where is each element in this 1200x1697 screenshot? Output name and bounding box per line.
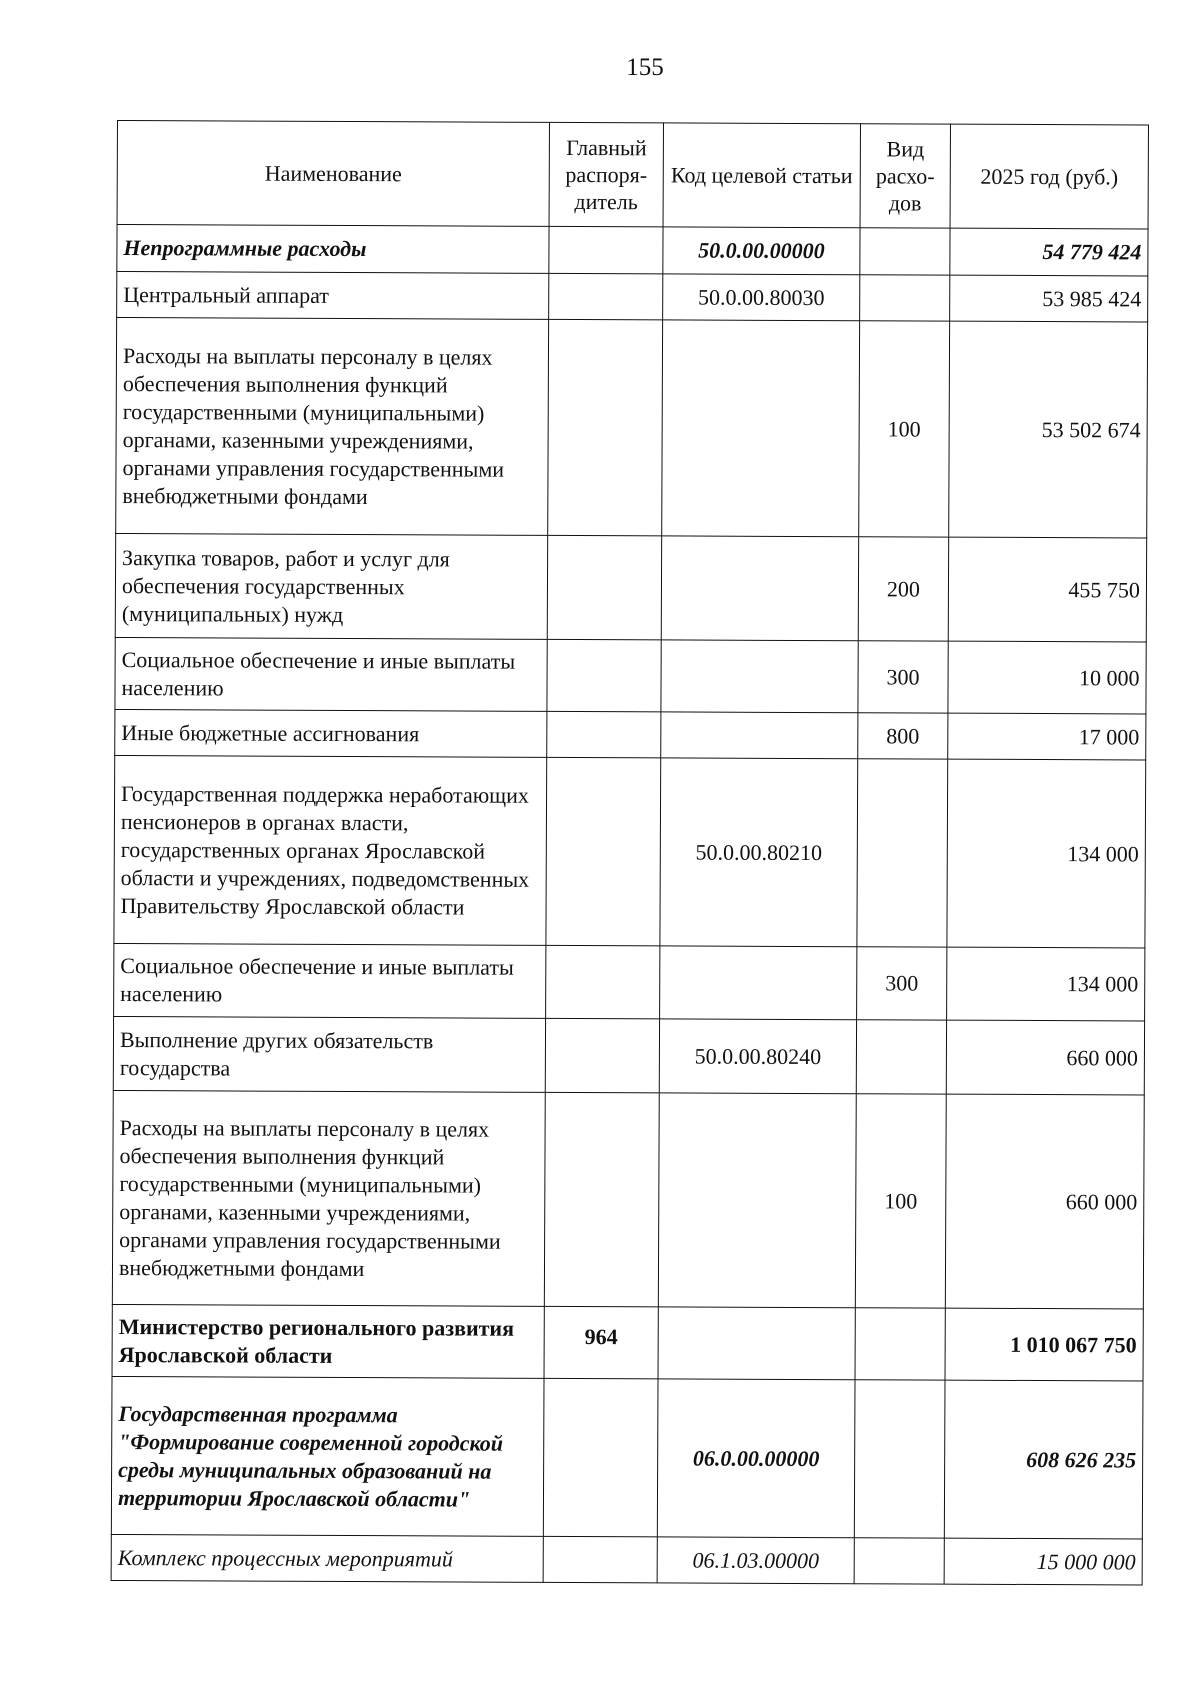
row-chief-manager — [549, 273, 663, 319]
row-chief-manager — [545, 1018, 659, 1092]
table-row — [114, 755, 1146, 947]
row-name: Государственная программа "Формирование современной городской среды муниципальных образований на территории Ярославской области" — [111, 1376, 544, 1536]
row-amount: 1 010 067 750 — [945, 1308, 1143, 1381]
row-expense-type: 100 — [855, 1094, 946, 1308]
header-chief-manager: Главный распоря-дитель — [549, 122, 663, 226]
row-name: Социальное обеспечение и иные выплаты населению — [115, 637, 547, 711]
table-row — [115, 533, 1146, 641]
row-name: Иные бюджетные ассигнования — [115, 709, 547, 757]
row-expense-type: 300 — [857, 947, 947, 1020]
table-row — [112, 1304, 1143, 1380]
row-target-code — [661, 712, 858, 759]
row-target-code: 50.0.00.80240 — [659, 1019, 856, 1094]
row-expense-type — [855, 1308, 945, 1380]
table-row — [112, 1090, 1144, 1308]
row-target-code — [661, 640, 858, 713]
row-expense-type: 800 — [858, 713, 948, 759]
table-row — [115, 637, 1146, 713]
budget-table — [111, 120, 1149, 1585]
header-expense-type: Вид расхо-дов — [860, 124, 950, 228]
row-amount: 134 000 — [947, 759, 1146, 948]
row-amount: 455 750 — [948, 537, 1146, 642]
row-name: Государственная поддержка неработающих пенсионеров в органах власти, государственных органах Ярославской области и учреждениях, подведомственных Правительству Ярославской области — [114, 755, 547, 945]
row-chief-manager — [549, 226, 663, 273]
table-row — [114, 943, 1145, 1020]
row-name: Комплекс процессных мероприятий — [111, 1534, 543, 1582]
row-expense-type — [860, 228, 950, 275]
row-amount: 15 000 000 — [944, 1538, 1142, 1585]
row-chief-manager — [544, 1092, 659, 1306]
row-target-code — [658, 1093, 856, 1308]
row-amount: 53 502 674 — [949, 321, 1148, 538]
row-chief-manager — [548, 319, 663, 535]
row-target-code — [662, 320, 860, 537]
row-name: Закупка товаров, работ и услуг для обеспечения государственных (муниципальных) нужд — [115, 533, 547, 639]
page-number: 155 — [626, 54, 664, 81]
row-chief-manager — [547, 711, 661, 757]
row-chief-manager — [547, 535, 661, 639]
row-name: Министерство регионального развития Ярославской области — [112, 1304, 544, 1378]
row-target-code — [658, 1307, 855, 1380]
row-chief-manager: 964 — [544, 1306, 658, 1378]
row-expense-type — [856, 1020, 946, 1094]
row-chief-manager — [546, 757, 661, 945]
row-amount: 17 000 — [948, 713, 1146, 760]
table-row — [117, 272, 1148, 322]
row-chief-manager — [546, 945, 660, 1018]
row-target-code — [661, 536, 858, 641]
row-target-code — [660, 946, 857, 1020]
row-expense-type — [854, 1538, 944, 1584]
row-expense-type: 300 — [858, 641, 948, 713]
row-target-code: 06.1.03.00000 — [657, 1537, 854, 1584]
row-name: Непрограммные расходы — [117, 225, 549, 274]
row-expense-type: 200 — [858, 537, 948, 641]
header-target-code: Код целевой статьи — [663, 123, 860, 228]
row-amount: 660 000 — [946, 1020, 1144, 1095]
row-name: Социальное обеспечение и иные выплаты населению — [114, 943, 546, 1018]
header-name: Наименование — [117, 121, 549, 227]
row-target-code: 50.0.00.00000 — [663, 227, 860, 275]
row-expense-type: 100 — [859, 321, 950, 537]
table-row — [115, 709, 1146, 759]
table-row — [117, 225, 1148, 276]
table-row — [111, 1376, 1143, 1538]
row-name: Расходы на выплаты персоналу в целях обеспечения выполнения функций государственными (муниципальными) органами, казенными учреждениями, органами управления государственными внебюджетными фондами — [112, 1090, 545, 1306]
row-amount: 134 000 — [947, 947, 1145, 1021]
row-chief-manager — [547, 639, 661, 711]
row-amount: 608 626 235 — [944, 1380, 1143, 1539]
row-expense-type — [857, 759, 948, 947]
table-row — [116, 318, 1148, 538]
table-row — [113, 1016, 1144, 1094]
row-expense-type — [854, 1380, 945, 1538]
row-amount: 54 779 424 — [950, 228, 1148, 276]
header-year: 2025 год (руб.) — [950, 124, 1148, 229]
row-amount: 660 000 — [945, 1094, 1144, 1309]
row-expense-type — [860, 275, 950, 321]
table-header-row — [117, 121, 1148, 229]
row-amount: 10 000 — [948, 641, 1146, 714]
row-target-code: 50.0.00.80030 — [663, 274, 860, 321]
row-target-code: 50.0.00.80210 — [660, 758, 858, 947]
row-amount: 53 985 424 — [950, 275, 1148, 322]
row-name: Центральный аппарат — [117, 272, 549, 320]
row-chief-manager — [543, 1536, 657, 1582]
row-name: Выполнение других обязательств государства — [113, 1016, 545, 1092]
row-target-code: 06.0.00.00000 — [657, 1379, 855, 1538]
row-chief-manager — [543, 1378, 658, 1536]
row-name: Расходы на выплаты персоналу в целях обеспечения выполнения функций государственными (муниципальными) органами, казенными учреждениями, органами управления государственными внебюджетными фондами — [116, 318, 549, 536]
table-row — [111, 1534, 1142, 1584]
